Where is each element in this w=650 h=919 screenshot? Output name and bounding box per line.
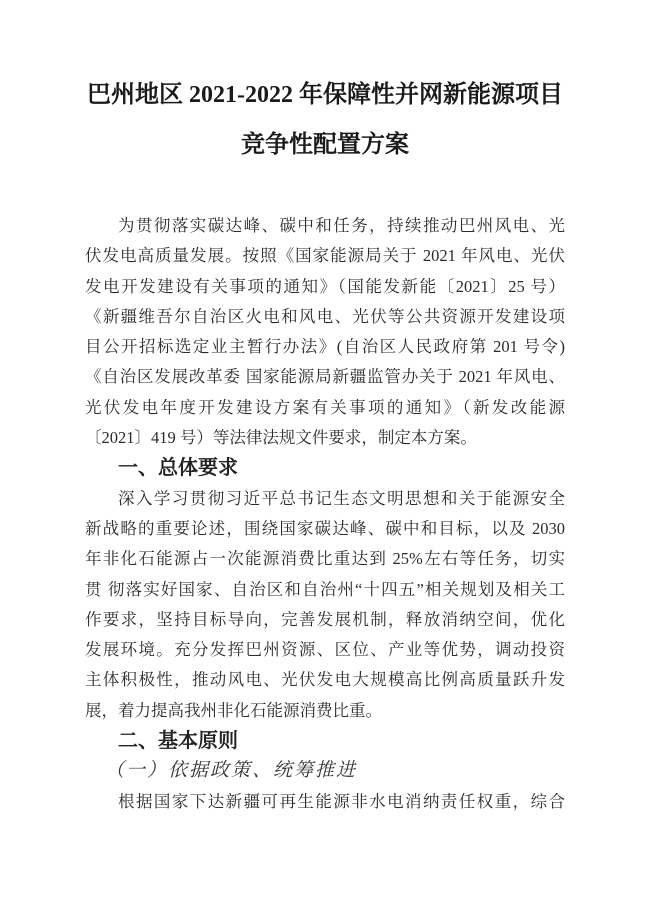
- document-line: 发电开发建设有关事项的通知》（国能发新能〔2021〕25 号）: [85, 276, 565, 296]
- document-line: 〔2021〕419 号）等法律法规文件要求，制定本方案。: [85, 428, 477, 448]
- document-line: 新战略的重要论述，围绕国家碳达峰、碳中和目标，以及 2030: [85, 518, 565, 538]
- document-title: [60, 70, 590, 170]
- document-line: 光伏发电年度开发建设方案有关事项的通知》（新发改能源: [85, 397, 565, 417]
- sub-section-heading: （一）依据政策、统筹推进: [105, 760, 358, 782]
- document-line: 伏发电高质量发展。按照《国家能源局关于 2021 年风电、光伏: [85, 246, 565, 266]
- document-body: [85, 211, 565, 817]
- document-line: 作要求，坚持目标导向，完善发展机制，释放消纳空间，优化: [85, 609, 565, 629]
- document-line: 《自治区发展改革委 国家能源局新疆监管办关于 2021 年风电、: [85, 367, 565, 387]
- document-line: 为贯彻落实碳达峰、碳中和任务，持续推动巴州风电、光: [118, 216, 565, 235]
- document-line: 《新疆维吾尔自治区火电和风电、光伏等公共资源开发建设项: [85, 306, 565, 326]
- document-line: 根据国家下达新疆可再生能源非水电消纳责任权重，综合: [118, 791, 565, 811]
- document-line: 贯 彻落实好国家、自治区和自治州“十四五”相关规划及相关工: [85, 579, 565, 599]
- document-line: 深入学习贯彻习近平总书记生态文明思想和关于能源安全: [118, 488, 565, 508]
- document-line: 目公开招标选定业主暂行办法》(自治区人民政府第 201 号令): [85, 337, 565, 357]
- document-line: 发展环境。充分发挥巴州资源、区位、产业等优势，调动投资: [85, 640, 565, 660]
- document-title-line: 竞争性配置方案: [241, 132, 409, 158]
- section-heading: 一、总体要求: [118, 457, 238, 480]
- document-title-line: 巴州地区 2021-2022 年保障性并网新能源项目: [87, 82, 563, 108]
- section-heading: 二、基本原则: [118, 730, 238, 753]
- document-line: 展，着力提高我州非化石能源消费比重。: [85, 700, 382, 720]
- document-line: 年非化石能源占一次能源消费比重达到 25%左右等任务，切实: [85, 549, 565, 569]
- document-line: 主体积极性，推动风电、光伏发电大规模高比例高质量跃升发: [85, 670, 565, 690]
